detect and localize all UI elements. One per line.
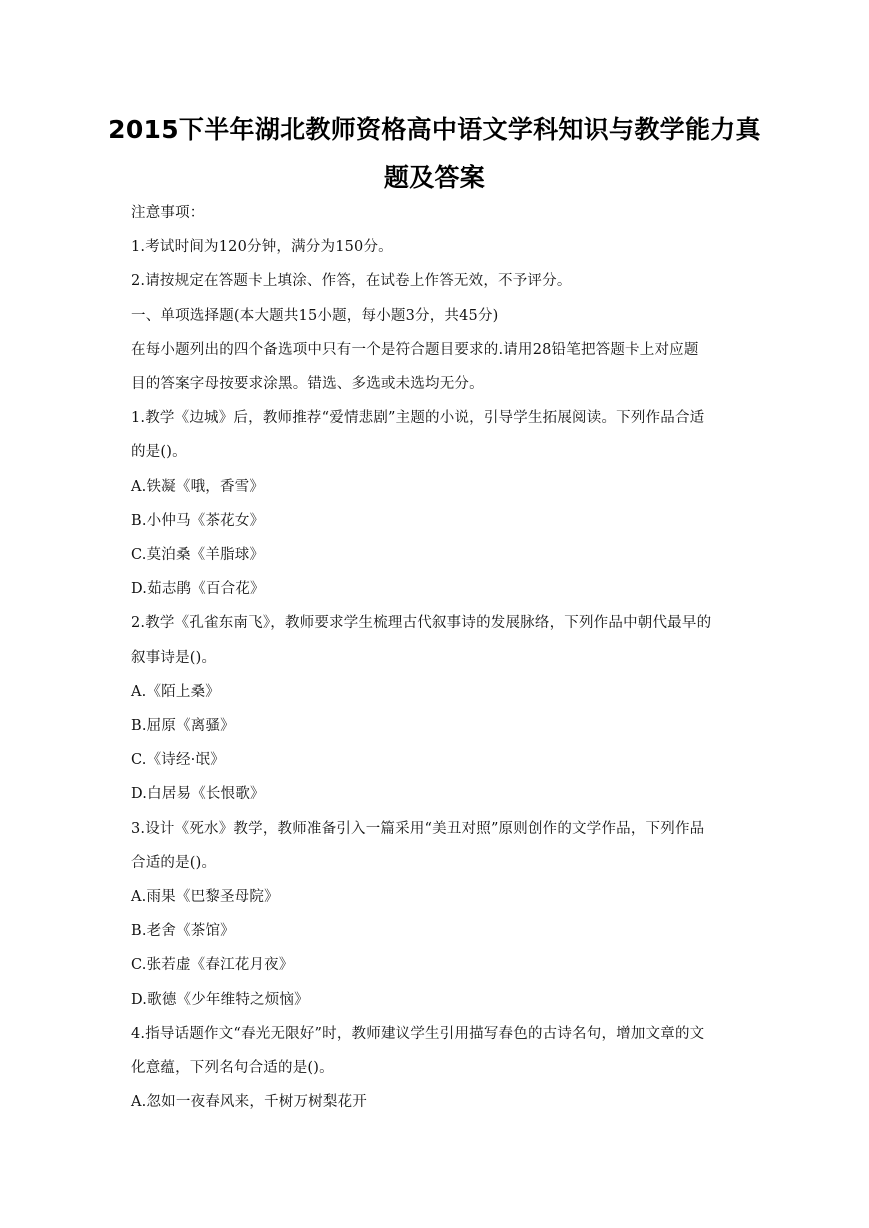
answer-option: B.屈原《离骚》	[131, 718, 235, 735]
answer-option: A.雨果《巴黎圣母院》	[131, 889, 279, 906]
answer-option: C.张若虚《春江花月夜》	[131, 957, 294, 974]
answer-option: B.小仲马《茶花女》	[131, 512, 265, 529]
question-stem: 1.教学《边城》后，教师推荐“爱情悲剧”主题的小说，引导学生拓展阅读。下列作品合适	[131, 410, 705, 427]
section-instructions: 在每小题列出的四个备选项中只有一个是符合题目要求的.请用28铅笔把答题卡上对应题	[131, 341, 699, 358]
document-title	[100, 106, 769, 202]
section-heading: 一、单项选择题(本大题共15小题，每小题3分，共45分)	[131, 307, 499, 324]
note-item: 2.请按规定在答题卡上填涂、作答，在试卷上作答无效，不予评分。	[131, 273, 572, 290]
question-stem: 2.教学《孔雀东南飞》，教师要求学生梳理古代叙事诗的发展脉络，下列作品中朝代最早的	[131, 615, 712, 632]
answer-option: A.铁凝《哦，香雪》	[131, 478, 265, 495]
answer-option: D.歌德《少年维特之烦恼》	[131, 991, 309, 1008]
question-stem: 合适的是()。	[131, 854, 217, 871]
notes-heading: 注意事项：	[131, 205, 205, 221]
question-stem: 叙事诗是()。	[131, 649, 217, 666]
section-instructions: 目的答案字母按要求涂黑。错选、多选或未选均无分。	[131, 376, 484, 393]
answer-option: C.《诗经·氓》	[131, 752, 225, 769]
title-line-1: 2015下半年湖北教师资格高中语文学科知识与教学能力真	[108, 115, 761, 144]
answer-option: A.《陌上桑》	[131, 683, 220, 700]
title-line-2: 题及答案	[383, 163, 486, 192]
question-stem: 3.设计《死水》教学，教师准备引入一篇采用“美丑对照”原则创作的文学作品，下列作品	[131, 820, 705, 837]
answer-option: D.茹志鹃《百合花》	[131, 581, 265, 598]
question-stem: 化意蕴，下列名句合适的是()。	[131, 1060, 334, 1077]
answer-option: D.白居易《长恨歌》	[131, 786, 265, 803]
answer-option: A.忽如一夜春风来，千树万树梨花开	[131, 1094, 367, 1111]
question-stem: 4.指导话题作文“春光无限好”时，教师建议学生引用描写春色的古诗名句，增加文章的文	[131, 1025, 705, 1042]
answer-option: B.老舍《茶馆》	[131, 923, 235, 940]
document-body	[131, 196, 739, 1119]
note-item: 1.考试时间为120分钟，满分为150分。	[131, 239, 393, 256]
answer-option: C.莫泊桑《羊脂球》	[131, 547, 265, 564]
question-stem: 的是()。	[131, 444, 187, 461]
